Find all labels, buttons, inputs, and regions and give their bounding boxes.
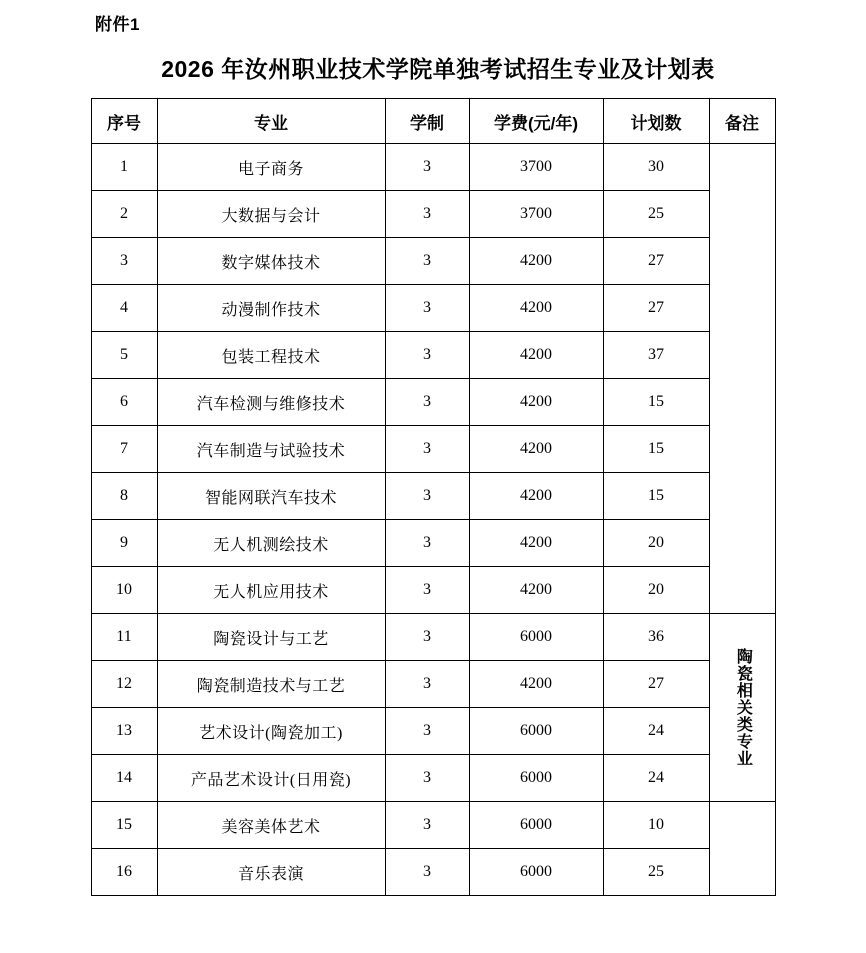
table-row: [91, 379, 775, 426]
cell-fee: 3700: [469, 144, 603, 191]
table-row: [91, 520, 775, 567]
table-row: [91, 755, 775, 802]
cell-plan: 15: [603, 473, 709, 520]
cell-fee: 4200: [469, 661, 603, 708]
cell-index: 2: [91, 191, 157, 238]
cell-remark-ceramics-group: 陶瓷相关类专业: [709, 614, 775, 802]
table-row: [91, 473, 775, 520]
cell-fee: 6000: [469, 614, 603, 661]
cell-fee: 4200: [469, 285, 603, 332]
cell-years: 3: [385, 802, 469, 849]
table-row: [91, 849, 775, 896]
cell-plan: 15: [603, 379, 709, 426]
table-row: [91, 802, 775, 849]
cell-years: 3: [385, 191, 469, 238]
table-row: [91, 191, 775, 238]
document-page: [0, 10, 866, 953]
cell-major: 动漫制作技术: [157, 285, 385, 332]
table-row: [91, 567, 775, 614]
cell-fee: 3700: [469, 191, 603, 238]
cell-major: 汽车制造与试验技术: [157, 426, 385, 473]
cell-plan: 25: [603, 191, 709, 238]
cell-years: 3: [385, 614, 469, 661]
cell-fee: 4200: [469, 379, 603, 426]
cell-plan: 36: [603, 614, 709, 661]
column-header-plan: 计划数: [603, 99, 709, 144]
cell-major: 陶瓷设计与工艺: [157, 614, 385, 661]
cell-plan: 25: [603, 849, 709, 896]
cell-major: 电子商务: [157, 144, 385, 191]
table-row: [91, 614, 775, 661]
cell-major: 产品艺术设计(日用瓷): [157, 755, 385, 802]
cell-major: 无人机测绘技术: [157, 520, 385, 567]
cell-index: 13: [91, 708, 157, 755]
table-row: [91, 661, 775, 708]
cell-major: 数字媒体技术: [157, 238, 385, 285]
cell-plan: 24: [603, 755, 709, 802]
cell-fee: 4200: [469, 426, 603, 473]
cell-index: 4: [91, 285, 157, 332]
admission-plan-table: [91, 98, 776, 896]
cell-plan: 37: [603, 332, 709, 379]
cell-index: 10: [91, 567, 157, 614]
cell-major: 无人机应用技术: [157, 567, 385, 614]
cell-index: 11: [91, 614, 157, 661]
table-row: [91, 285, 775, 332]
cell-fee: 4200: [469, 520, 603, 567]
cell-fee: 4200: [469, 473, 603, 520]
cell-years: 3: [385, 238, 469, 285]
cell-plan: 20: [603, 520, 709, 567]
cell-plan: 30: [603, 144, 709, 191]
cell-remark-empty: [709, 802, 775, 896]
attachment-label: 附件1: [95, 15, 140, 34]
table-row: [91, 708, 775, 755]
cell-major: 音乐表演: [157, 849, 385, 896]
cell-years: 3: [385, 661, 469, 708]
cell-years: 3: [385, 473, 469, 520]
cell-years: 3: [385, 520, 469, 567]
table-row: [91, 238, 775, 285]
cell-major: 大数据与会计: [157, 191, 385, 238]
cell-years: 3: [385, 849, 469, 896]
column-header-fee: 学费(元/年): [469, 99, 603, 144]
cell-years: 3: [385, 285, 469, 332]
cell-years: 3: [385, 144, 469, 191]
cell-years: 3: [385, 379, 469, 426]
column-header-remark: 备注: [709, 99, 775, 144]
cell-index: 14: [91, 755, 157, 802]
cell-major: 汽车检测与维修技术: [157, 379, 385, 426]
cell-years: 3: [385, 755, 469, 802]
cell-fee: 6000: [469, 755, 603, 802]
cell-fee: 4200: [469, 238, 603, 285]
cell-remark-empty: [709, 144, 775, 614]
cell-major: 美容美体艺术: [157, 802, 385, 849]
page-title: 2026 年汝州职业技术学院单独考试招生专业及计划表: [161, 56, 715, 82]
cell-plan: 20: [603, 567, 709, 614]
cell-plan: 15: [603, 426, 709, 473]
cell-major: 陶瓷制造技术与工艺: [157, 661, 385, 708]
table-row: [91, 144, 775, 191]
cell-index: 6: [91, 379, 157, 426]
cell-fee: 6000: [469, 708, 603, 755]
table-row: [91, 332, 775, 379]
column-header-major: 专业: [157, 99, 385, 144]
cell-index: 7: [91, 426, 157, 473]
cell-index: 8: [91, 473, 157, 520]
column-header-index: 序号: [91, 99, 157, 144]
cell-index: 5: [91, 332, 157, 379]
cell-plan: 24: [603, 708, 709, 755]
cell-years: 3: [385, 708, 469, 755]
cell-plan: 27: [603, 285, 709, 332]
cell-fee: 4200: [469, 567, 603, 614]
cell-index: 12: [91, 661, 157, 708]
table-header-row: [91, 99, 775, 144]
cell-years: 3: [385, 426, 469, 473]
cell-fee: 6000: [469, 802, 603, 849]
cell-index: 15: [91, 802, 157, 849]
cell-index: 16: [91, 849, 157, 896]
cell-major: 包装工程技术: [157, 332, 385, 379]
column-header-years: 学制: [385, 99, 469, 144]
cell-index: 1: [91, 144, 157, 191]
cell-plan: 10: [603, 802, 709, 849]
cell-index: 3: [91, 238, 157, 285]
cell-plan: 27: [603, 661, 709, 708]
cell-fee: 4200: [469, 332, 603, 379]
cell-years: 3: [385, 567, 469, 614]
cell-index: 9: [91, 520, 157, 567]
cell-plan: 27: [603, 238, 709, 285]
cell-years: 3: [385, 332, 469, 379]
table-row: [91, 426, 775, 473]
cell-fee: 6000: [469, 849, 603, 896]
cell-major: 智能网联汽车技术: [157, 473, 385, 520]
cell-major: 艺术设计(陶瓷加工): [157, 708, 385, 755]
